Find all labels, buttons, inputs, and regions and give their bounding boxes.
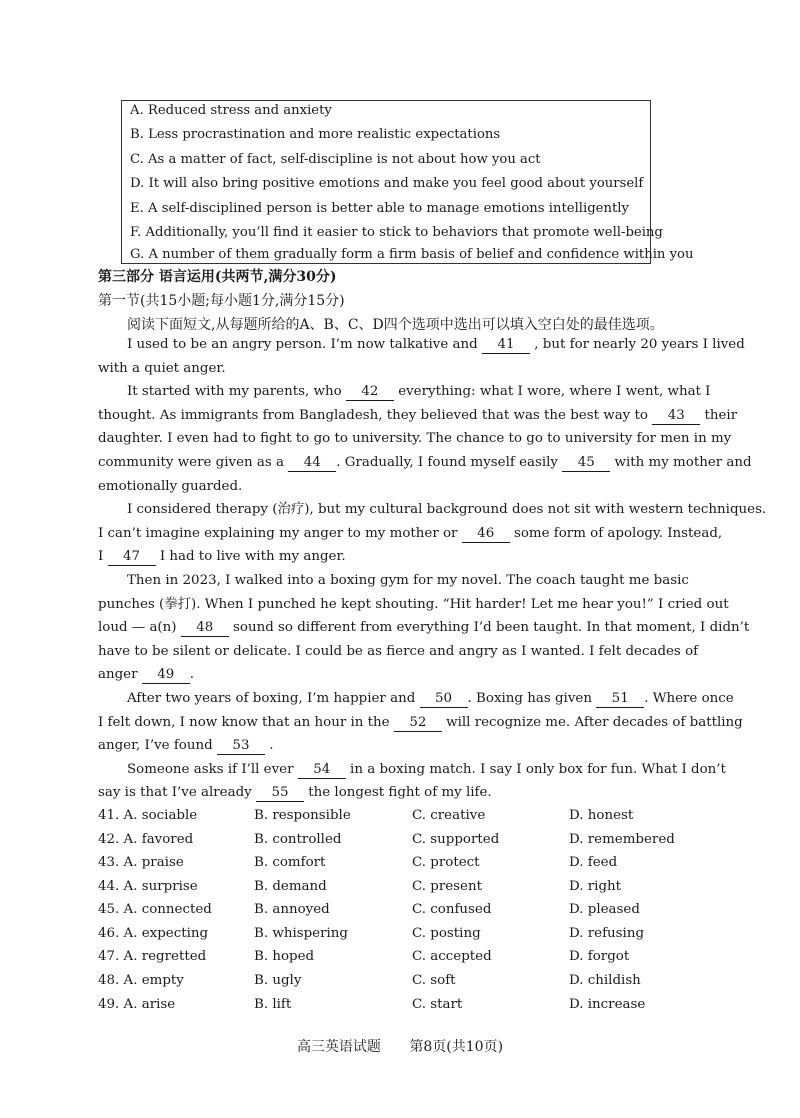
passage-line: It started with my parents, who 42 everything: what I wore, where I went, what I	[127, 384, 711, 400]
passage-line: with a quiet anger.	[98, 360, 226, 376]
option-c: C. As a matter of fact, self-discipline is not about how you act	[130, 152, 541, 167]
question-49	[98, 997, 698, 1019]
passage-line: loud — a(n) 48 sound so different from everything I’d been taught. In that moment, I didn’t	[98, 620, 750, 636]
blank-45: 45	[562, 455, 610, 472]
passage	[98, 333, 767, 805]
blank-43: 43	[652, 408, 700, 425]
passage-line: I can’t imagine explaining my anger to my mother or 46 some form of apology. Instead,	[98, 525, 723, 541]
page-number: 第8页(共10页)	[409, 1039, 504, 1055]
option-b: B. Less procrastination and more realistic expectations	[130, 127, 501, 142]
choice-b: B. controlled	[254, 832, 342, 847]
passage-line: thought. As immigrants from Bangladesh, they believed that was the best way to 43 their	[98, 407, 738, 423]
question-45	[98, 902, 698, 924]
option-d: D. It will also bring positive emotions and make you feel good about yourself	[130, 176, 644, 191]
passage-line: daughter. I even had to fight to go to university. The chance to go to university for men in my	[98, 431, 732, 447]
choice-c: C. protect	[412, 855, 480, 870]
question-41	[98, 808, 698, 830]
choice-c: C. posting	[412, 926, 481, 941]
choice-b: B. comfort	[254, 855, 326, 870]
section-title: 第三部分 语言运用(共两节,满分30分)	[98, 269, 337, 285]
question-44	[98, 879, 698, 901]
blank-41: 41	[482, 337, 530, 354]
choice-d: D. pleased	[569, 902, 640, 917]
choice-a: 43. A. praise	[98, 855, 184, 870]
choice-c: C. present	[412, 879, 482, 894]
choice-c: C. start	[412, 997, 463, 1012]
blank-47: 47	[108, 549, 156, 566]
choice-a: 49. A. arise	[98, 997, 176, 1012]
blank-50: 50	[420, 691, 468, 708]
option-f: F. Additionally, you’ll find it easier to stick to behaviors that promote well-being	[130, 225, 663, 240]
blank-51: 51	[596, 691, 644, 708]
passage-line: I used to be an angry person. I’m now talkative and 41 , but for nearly 20 years I lived	[127, 337, 745, 352]
choice-d: D. refusing	[569, 926, 645, 941]
options-box	[121, 100, 694, 264]
choice-d: D. feed	[569, 855, 618, 870]
passage-line: Then in 2023, I walked into a boxing gym for my novel. The coach taught me basic	[127, 572, 689, 588]
passage-line: punches (拳打). When I punched he kept shouting. “Hit harder! Let me hear you!” I cried out	[98, 596, 729, 612]
choice-b: B. lift	[254, 997, 292, 1012]
subsection-title: 第一节(共15小题;每小题1分,满分15分)	[98, 293, 345, 309]
option-a: A. Reduced stress and anxiety	[130, 103, 332, 118]
choice-d: D. honest	[569, 808, 634, 823]
blank-46: 46	[462, 526, 510, 543]
choice-b: B. hoped	[254, 949, 315, 964]
choice-a: 46. A. expecting	[98, 926, 209, 941]
choice-d: D. remembered	[569, 832, 675, 847]
passage-line: community were given as a 44 . Gradually, I found myself easily 45 with my mother and	[98, 454, 752, 470]
choice-b: B. whispering	[254, 926, 348, 941]
choice-b: B. demand	[254, 879, 327, 894]
blank-44: 44	[288, 455, 336, 472]
question-43	[98, 855, 698, 877]
blank-42: 42	[346, 384, 394, 401]
choice-a: 42. A. favored	[98, 832, 194, 847]
choice-c: C. supported	[412, 832, 500, 847]
blank-55: 55	[256, 785, 304, 802]
passage-line: anger, I’ve found 53 .	[98, 738, 274, 754]
choice-c: C. confused	[412, 902, 492, 917]
choice-d: D. right	[569, 879, 622, 894]
passage-line: anger 49 .	[98, 667, 195, 683]
choice-a: 47. A. regretted	[98, 949, 207, 964]
passage-line: emotionally guarded.	[98, 478, 243, 494]
choice-c: C. creative	[412, 808, 486, 823]
passage-line: Someone asks if I’ll ever 54 in a boxing match. I say I only box for fun. What I don’t	[127, 761, 726, 777]
choice-c: C. soft	[412, 973, 456, 988]
choice-a: 44. A. surprise	[98, 879, 198, 894]
question-46	[98, 926, 698, 948]
blank-52: 52	[394, 715, 442, 732]
choice-d: D. increase	[569, 997, 646, 1012]
passage-line: I felt down, I now know that an hour in the 52 will recognize me. After decades of battling	[98, 714, 743, 730]
choice-b: B. responsible	[254, 808, 351, 823]
passage-line: I considered therapy (治疗), but my cultural background does not sit with western techniques.	[127, 502, 767, 518]
question-47	[98, 949, 698, 971]
choice-a: 48. A. empty	[98, 973, 184, 988]
choice-d: D. childish	[569, 973, 641, 988]
choice-d: D. forgot	[569, 949, 630, 964]
exam-name: 高三英语试题	[296, 1039, 381, 1055]
page-footer	[0, 1036, 800, 1056]
option-g: G. A number of them gradually form a firm basis of belief and confidence within you	[130, 247, 694, 262]
passage-line: say is that I’ve already 55 the longest fight of my life.	[98, 785, 492, 801]
choice-c: C. accepted	[412, 949, 492, 964]
choice-b: B. ugly	[254, 973, 302, 988]
question-42	[98, 832, 698, 854]
blank-54: 54	[298, 762, 346, 779]
blank-53: 53	[217, 738, 265, 755]
choice-a: 41. A. sociable	[98, 808, 198, 823]
blank-48: 48	[181, 620, 229, 637]
passage-line: have to be silent or delicate. I could be as fierce and angry as I wanted. I felt decades of	[98, 643, 699, 659]
question-48	[98, 973, 698, 995]
passage-line: After two years of boxing, I’m happier and 50 . Boxing has given 51 . Where once	[127, 690, 734, 706]
blank-49: 49	[142, 667, 190, 684]
choice-a: 45. A. connected	[98, 902, 212, 917]
choice-b: B. annoyed	[254, 902, 330, 917]
instruction: 阅读下面短文,从每题所给的A、B、C、D四个选项中选出可以填入空白处的最佳选项。	[127, 317, 664, 333]
option-e: E. A self-disciplined person is better able to manage emotions intelligently	[130, 201, 629, 216]
passage-line: I 47 I had to live with my anger.	[98, 549, 346, 565]
